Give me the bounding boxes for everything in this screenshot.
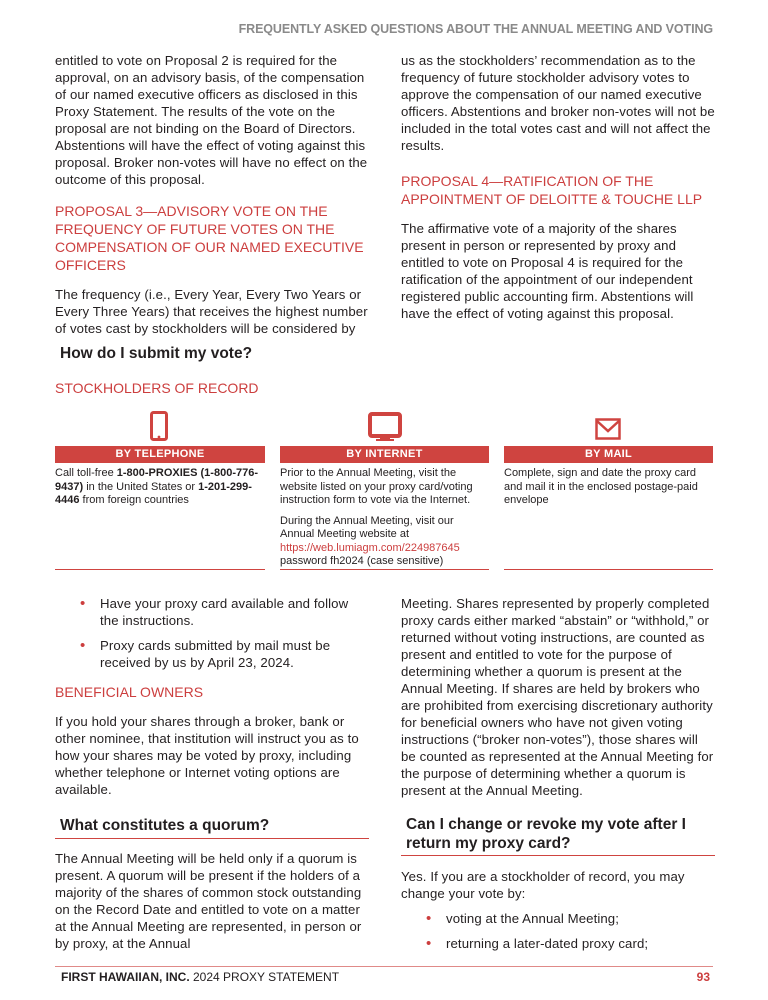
internet-meeting-text: During the Annual Meeting, visit our Annual Meeting website at xyxy=(280,514,454,540)
page-number: 93 xyxy=(696,970,710,984)
computer-monitor-icon xyxy=(368,412,402,442)
stockholders-of-record-heading: STOCKHOLDERS OF RECORD xyxy=(55,380,259,396)
by-mail-label: BY MAIL xyxy=(504,446,713,463)
mail-instructions: Complete, sign and date the proxy card and mail it in the enclosed postage-paid envelope xyxy=(504,467,698,506)
footer-divider xyxy=(55,966,713,967)
by-telephone-label: BY TELEPHONE xyxy=(55,446,265,463)
page-header: FREQUENTLY ASKED QUESTIONS ABOUT THE ANNUAL MEETING AND VOTING xyxy=(238,22,713,36)
footer-title: FIRST HAWAIIAN, INC. 2024 PROXY STATEMENT xyxy=(61,970,340,984)
proposal4-heading: PROPOSAL 4—RATIFICATION OF THE APPOINTMENT OF DELOITTE & TOUCHE LLP xyxy=(401,173,703,207)
proposal3-heading: PROPOSAL 3—ADVISORY VOTE ON THE FREQUENCY OF FUTURE VOTES ON THE COMPENSATION OF OUR NAMED EXECUTIVE OFFICERS xyxy=(55,203,364,273)
proposal3-continued-text: us as the stockholders’ recommendation as to the frequency of future stockholder advisory votes to approve the compensation of our named executive officers. Abstentions and broker non-votes will not be included in the total votes cast and will not affect the results. xyxy=(401,53,715,153)
revoke-text: Yes. If you are a stockholder of record, you may change your vote by: xyxy=(401,869,685,901)
bullet-item: • returning a later-dated proxy card; xyxy=(426,935,715,952)
quorum-continued-text: Meeting. Shares represented by properly completed proxy cards either marked “abstain” or “withhold,” or returned without voting instructions, are counted as present and entitled to vote for the purpose of determining whether a quorum is present at the Annual Meeting. If shares are held by brokers who are prohibited from exercising discretionary authority for beneficial owners who have not given voting instructions (“broker non-votes”), those shares will be counted as represented at the Annual Meeting for the purpose of determining whether a quorum is present at the Annual Meeting. xyxy=(401,596,714,798)
bullet-item: • voting at the Annual Meeting; xyxy=(426,910,715,927)
internet-instructions: Prior to the Annual Meeting, visit the website listed on your proxy card/voting instruction form to vote via the Internet. xyxy=(280,467,473,506)
beneficial-owners-heading: BENEFICIAL OWNERS xyxy=(55,684,204,700)
bullet-item: • Have your proxy card available and follow the instructions. xyxy=(80,595,370,629)
envelope-icon xyxy=(595,418,621,440)
bullet-item: • Proxy cards submitted by mail must be received by us by April 23, 2024. xyxy=(80,637,370,671)
proposal3-text: The frequency (i.e., Every Year, Every Two Years or Every Three Years) that receives the highest number of votes cast by stockholders will be considered by xyxy=(55,287,368,336)
by-internet-label: BY INTERNET xyxy=(280,446,489,463)
vote-by-telephone-panel xyxy=(55,446,265,570)
meeting-password: password fh2024 (case sensitive) xyxy=(280,555,444,567)
meeting-website-link[interactable]: https://web.lumiagm.com/224987645 xyxy=(280,541,460,554)
vote-by-mail-panel xyxy=(504,446,713,570)
revoke-vote-question: Can I change or revoke my vote after I return my proxy card? xyxy=(406,816,686,852)
telephone-instructions: Call toll-free 1-800-PROXIES (1-800-776-9437) in the United States or 1-201-299-4446 from foreign countries xyxy=(55,467,258,506)
submit-vote-question: How do I submit my vote? xyxy=(60,345,253,362)
proposal4-text: The affirmative vote of a majority of the shares present in person or represented by proxy and entitled to vote on Proposal 4 is required for the ratification of the appointment of our independent registered public accounting firm. Abstentions will have the effect of voting against this proposal. xyxy=(401,221,694,321)
proposal2-text: entitled to vote on Proposal 2 is required for the approval, on an advisory basis, of the compensation of our named executive officers as disclosed in this Proxy Statement. The results of the vote on the proposal are not binding on the Board of Directors. Abstentions will have the effect of voting against this proposal. Broker non-votes will have no effect on the outcome of this proposal. xyxy=(55,53,368,187)
phone-icon xyxy=(150,411,168,441)
vote-by-internet-panel xyxy=(280,446,489,570)
beneficial-owners-text: If you hold your shares through a broker, bank or other nominee, that institution will instruct you as to how your shares may be voted by proxy, including whether telephone or Internet voting options are available. xyxy=(55,714,359,797)
quorum-question: What constitutes a quorum? xyxy=(60,817,270,834)
quorum-text: The Annual Meeting will be held only if a quorum is present. A quorum will be present if the holders of a majority of the shares of common stock outstanding on the Record Date and entitled to vote on a matter at the Annual Meeting are represented, in person or by proxy, at the Annual xyxy=(55,851,362,951)
